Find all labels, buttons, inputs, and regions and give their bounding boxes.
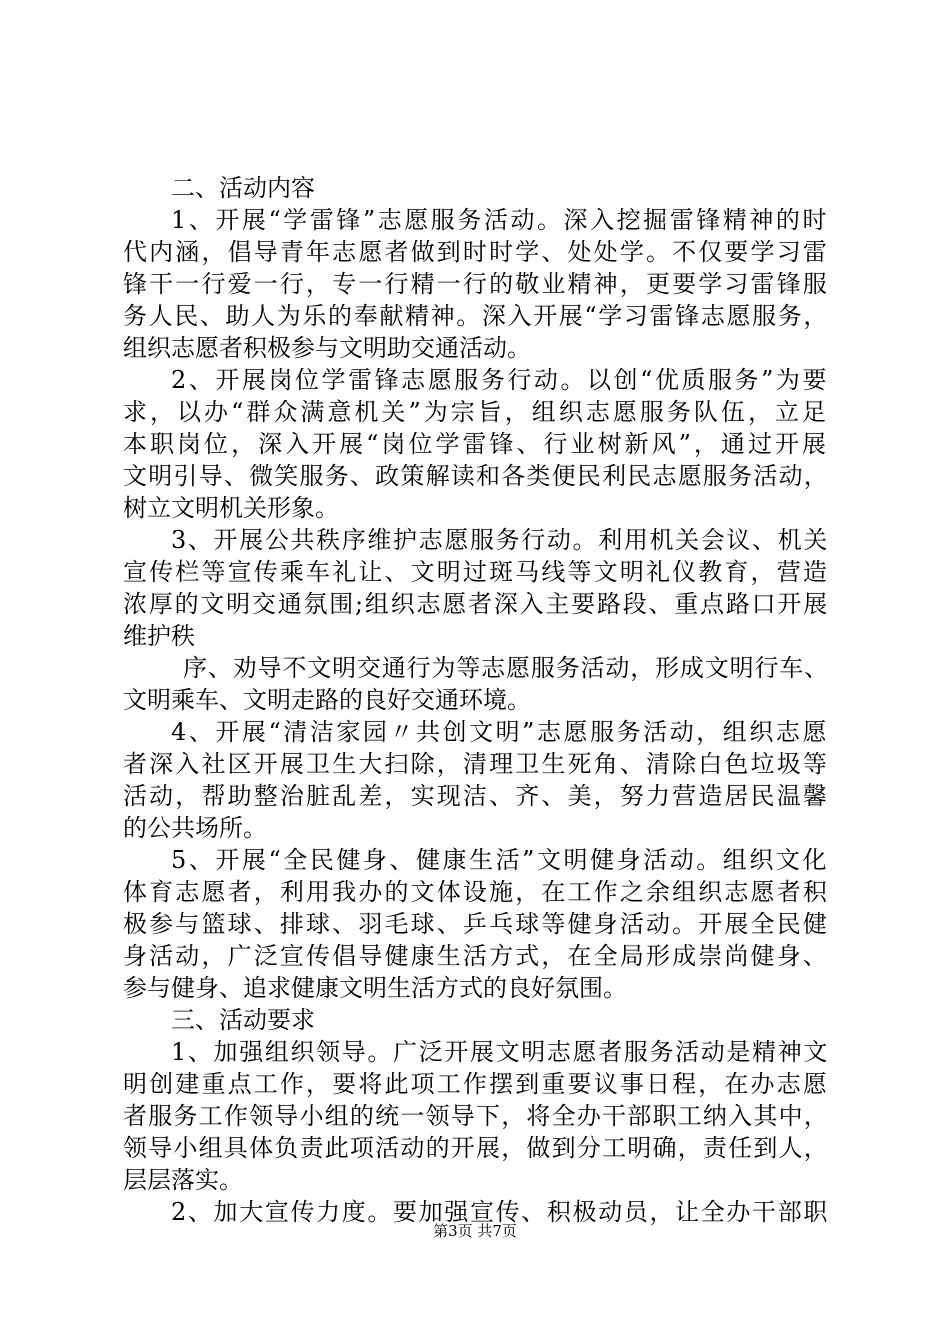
text-line: 活动，帮助整治脏乱差，实现洁、齐、美，努力营造居民温馨 (123, 782, 829, 810)
text-line: 1、开展“学雷锋”志愿服务活动。深入挖掘雷锋精神的时 (171, 206, 829, 234)
text-line: 三、活动要求 (171, 1006, 315, 1034)
text-line: 二、活动内容 (171, 174, 315, 202)
text-line: 2、开展岗位学雷锋志愿服务行动。以创“优质服务”为要 (171, 366, 829, 394)
text-line: 锋干一行爱一行，专一行精一行的敬业精神，更要学习雷锋服 (123, 270, 829, 298)
text-line: 3、开展公共秩序维护志愿服务行动。利用机关会议、机关 (171, 526, 829, 554)
text-line: 务人民、助人为乐的奉献精神。深入开展“学习雷锋志愿服务， (123, 302, 829, 330)
text-line: 参与健身、追求健康文明生活方式的良好氛围。 (123, 974, 627, 1002)
text-line: 层层落实。 (123, 1166, 243, 1194)
text-line: 组织志愿者积极参与文明助交通活动。 (123, 334, 531, 362)
text-line: 文明引导、微笑服务、政策解读和各类便民利民志愿服务活动， (123, 462, 829, 490)
text-line: 树立文明机关形象。 (123, 494, 339, 522)
text-line: 宣传栏等宣传乘车礼让、文明过斑马线等文明礼仪教育，营造 (123, 558, 829, 586)
text-line: 极参与篮球、排球、羽毛球、乒乓球等健身活动。开展全民健 (123, 910, 829, 938)
text-line: 2、加大宣传力度。要加强宣传、积极动员，让全办干部职 (171, 1198, 829, 1226)
text-line: 代内涵，倡导青年志愿者做到时时学、处处学。不仅要学习雷 (123, 238, 829, 266)
text-line: 1、加强组织领导。广泛开展文明志愿者服务活动是精神文 (171, 1038, 829, 1066)
text-line: 身活动，广泛宣传倡导健康生活方式，在全局形成崇尚健身、 (123, 942, 829, 970)
text-line: 4、开展“清洁家园〃共创文明”志愿服务活动，组织志愿 (171, 718, 829, 746)
text-line: 求，以办“群众满意机关”为宗旨，组织志愿服务队伍，立足 (123, 398, 829, 426)
text-line: 维护秩 (123, 622, 195, 650)
text-line: 本职岗位，深入开展“岗位学雷锋、行业树新风”，通过开展 (123, 430, 829, 458)
text-line: 领导小组具体负责此项活动的开展，做到分工明确，责任到人， (123, 1134, 829, 1162)
text-line: 的公共场所。 (123, 814, 267, 842)
text-line: 明创建重点工作，要将此项工作摆到重要议事日程，在办志愿 (123, 1070, 829, 1098)
text-line: 者深入社区开展卫生大扫除，清理卫生死角、清除白色垃圾等 (123, 750, 829, 778)
page-footer: 第3页 共7页 (433, 1222, 517, 1240)
text-line: 5、开展“全民健身、健康生活”文明健身活动。组织文化 (171, 846, 829, 874)
text-line: 序、劝导不文明交通行为等志愿服务活动，形成文明行车、 (183, 654, 829, 682)
text-line: 体育志愿者，利用我办的文体设施，在工作之余组织志愿者积 (123, 878, 829, 906)
text-line: 文明乘车、文明走路的良好交通环境。 (123, 686, 531, 714)
text-line: 者服务工作领导小组的统一领导下，将全办干部职工纳入其中， (123, 1102, 829, 1130)
text-line: 浓厚的文明交通氛围;组织志愿者深入主要路段、重点路口开展 (123, 590, 829, 618)
